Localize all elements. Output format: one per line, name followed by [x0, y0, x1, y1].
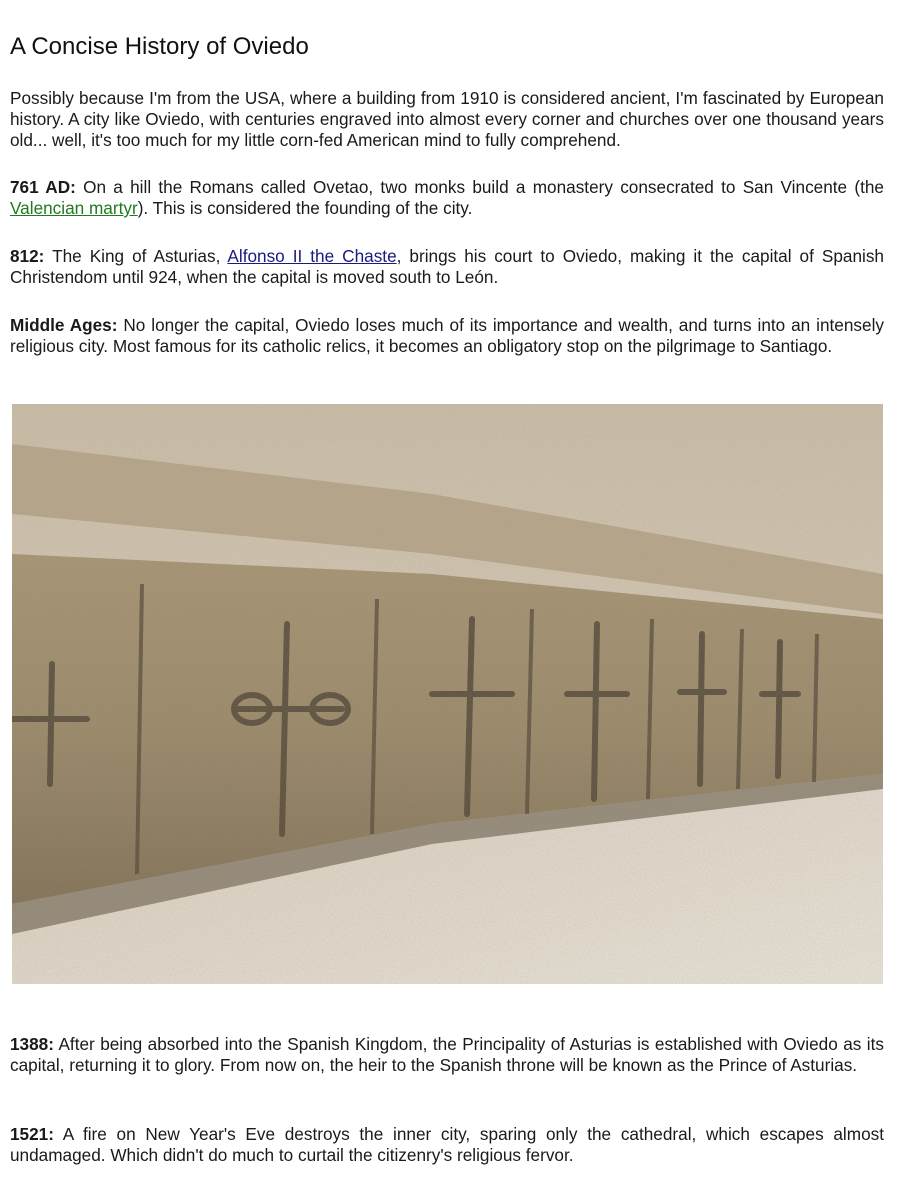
entry-812-label: 812: [10, 246, 45, 266]
entry-761-label: 761 AD: [10, 177, 76, 197]
entry-761-text-after: ). This is considered the founding of the city. [137, 198, 473, 218]
entry-1388-text: After being absorbed into the Spanish Kingdom, the Principality of Asturias is established with Oviedo as its capital, returning it to glory. From now on, the heir to the Spanish throne will be known as the Prince of Asturias. [10, 1034, 884, 1075]
entry-1388 [10, 1034, 884, 1076]
alfonso-ii-link[interactable]: Alfonso II the Chaste [227, 246, 397, 266]
entry-761-text-before: On a hill the Romans called Ovetao, two monks build a monastery consecrated to San Vincente (the [75, 177, 884, 197]
entry-1521-label: 1521: [10, 1124, 54, 1144]
valencian-martyr-link[interactable]: Valencian martyr [10, 198, 138, 218]
entry-812-text-before: The King of Asturias, [44, 246, 228, 266]
entry-812 [10, 246, 884, 288]
entry-761 [10, 177, 884, 219]
entry-middle-ages-label: Middle Ages: [10, 315, 118, 335]
page-title: A Concise History of Oviedo [10, 33, 309, 60]
entry-1521-text: A fire on New Year's Eve destroys the inner city, sparing only the cathedral, which escapes almost undamaged. Which didn't do much to curtail the citizenry's religious fervor. [10, 1124, 884, 1165]
entry-middle-ages [10, 315, 884, 357]
entry-middle-ages-text: No longer the capital, Oviedo loses much of its importance and wealth, and turns into an intensely religious city. Most famous for its catholic relics, it becomes an obligatory stop on the pilgrimage to Santiago. [10, 315, 884, 356]
intro-paragraph: Possibly because I'm from the USA, where a building from 1910 is considered ancient, I'm fascinated by European history. A city like Oviedo, with centuries engraved into almost every corner and churches over one thousand years old... well, it's too much for my little corn-fed American mind to fully comprehend. [10, 88, 884, 150]
entry-1388-label: 1388: [10, 1034, 54, 1054]
entry-812-text-after: , brings his court to Oviedo, making it the capital of Spanish Christendom until 924, when the capital is moved south to León. [10, 246, 884, 287]
entry-1521 [10, 1124, 884, 1166]
carved-stone-crosses-photo [12, 404, 883, 984]
